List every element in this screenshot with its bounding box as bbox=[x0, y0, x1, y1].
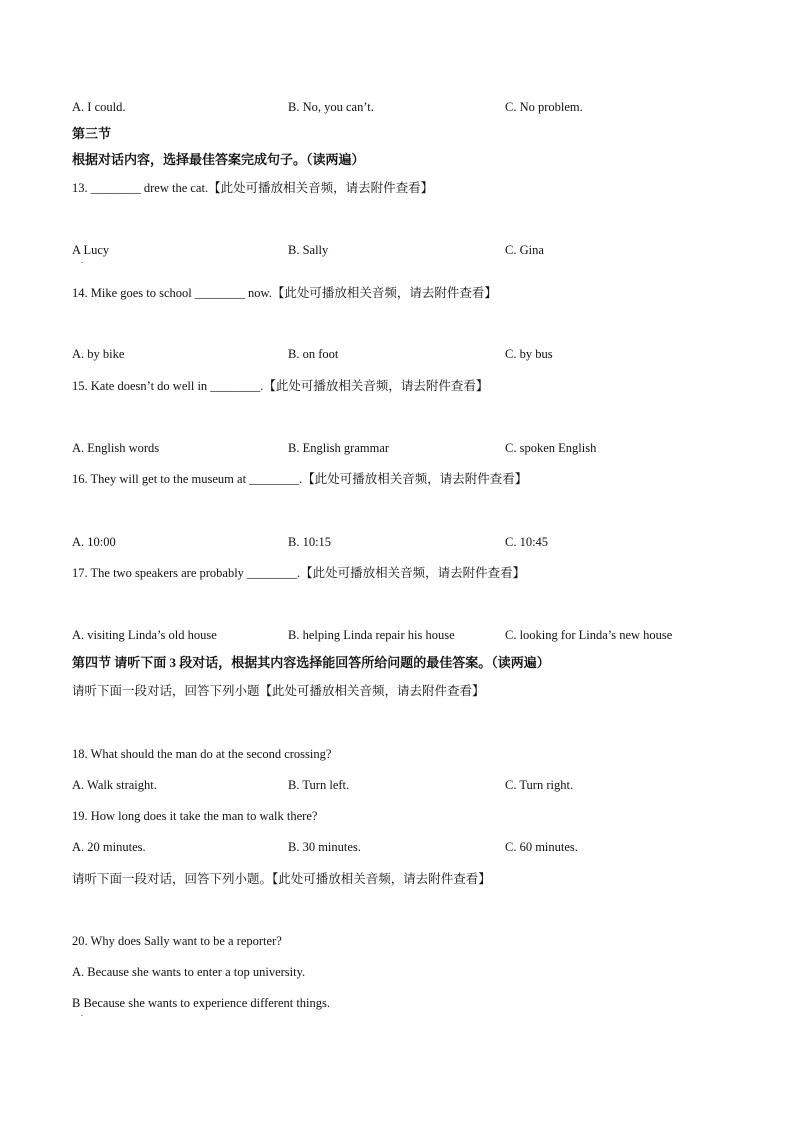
q14-option-a: A. by bike bbox=[72, 347, 125, 361]
q14-option-b: B. on foot bbox=[288, 347, 339, 361]
q12-option-b: B. No, you can’t. bbox=[288, 100, 374, 114]
dialog1-intro: 请听下面一段对话，回答下列小题【此处可播放相关音频，请去附件查看】 bbox=[72, 684, 485, 698]
section3-instruction: 根据对话内容，选择最佳答案完成句子。（读两遍） bbox=[72, 152, 365, 167]
q18-option-c: C. Turn right. bbox=[505, 778, 574, 792]
q16-option-b: B. 10:15 bbox=[288, 535, 332, 549]
q13-stem: 13. ________ drew the cat.【此处可播放相关音频，请去附件查看】 bbox=[72, 181, 434, 195]
q15-stem: 15. Kate doesn’t do well in ________.【此处可播放相关音频，请去附件查看】 bbox=[72, 379, 489, 393]
q16-stem: 16. They will get to the museum at ________.【此处可播放相关音频，请去附件查看】 bbox=[72, 472, 528, 486]
q17-option-c: C. looking for Linda’s new house bbox=[505, 628, 673, 642]
q18-option-b: B. Turn left. bbox=[288, 778, 350, 792]
q19-option-c: C. 60 minutes. bbox=[505, 840, 578, 854]
q17-option-a: A. visiting Linda’s old house bbox=[72, 628, 217, 642]
q15-option-b: B. English grammar bbox=[288, 441, 390, 455]
q17-option-b: B. helping Linda repair his house bbox=[288, 628, 455, 642]
dialog2-intro: 请听下面一段对话，回答下列小题。【此处可播放相关音频，请去附件查看】 bbox=[72, 872, 491, 886]
q14-option-c: C. by bus bbox=[505, 347, 553, 361]
q18-option-a: A. Walk straight. bbox=[72, 778, 157, 792]
q13-option-c: C. Gina bbox=[505, 243, 544, 257]
q20-dot-mark: . bbox=[81, 1009, 83, 1018]
q20-stem: 20. Why does Sally want to be a reporter? bbox=[72, 934, 282, 948]
section3-title: 第三节 bbox=[72, 126, 112, 141]
q12-option-a: A. I could. bbox=[72, 100, 126, 114]
q15-option-c: C. spoken English bbox=[505, 441, 597, 455]
q19-option-b: B. 30 minutes. bbox=[288, 840, 361, 854]
q14-stem: 14. Mike goes to school ________ now.【此处可播放相关音频，请去附件查看】 bbox=[72, 286, 497, 300]
q13-dot-mark: . bbox=[81, 256, 83, 265]
q17-stem: 17. The two speakers are probably ________.【此处可播放相关音频，请去附件查看】 bbox=[72, 566, 526, 580]
q16-option-a: A. 10:00 bbox=[72, 535, 116, 549]
q16-option-c: C. 10:45 bbox=[505, 535, 549, 549]
q20-option-a: A. Because she wants to enter a top university. bbox=[72, 965, 306, 979]
section4-title: 第四节 请听下面 3 段对话，根据其内容选择能回答所给问题的最佳答案。（读两遍） bbox=[72, 655, 550, 670]
q13-option-a: A Lucy bbox=[72, 243, 110, 257]
q20-option-b: B Because she wants to experience different things. bbox=[72, 996, 331, 1010]
q13-option-b: B. Sally bbox=[288, 243, 329, 257]
q12-option-c: C. No problem. bbox=[505, 100, 583, 114]
q15-option-a: A. English words bbox=[72, 441, 160, 455]
q19-stem: 19. How long does it take the man to walk there? bbox=[72, 809, 318, 823]
q19-option-a: A. 20 minutes. bbox=[72, 840, 146, 854]
q18-stem: 18. What should the man do at the second crossing? bbox=[72, 747, 332, 761]
q20-option-b-row bbox=[72, 995, 331, 1018]
